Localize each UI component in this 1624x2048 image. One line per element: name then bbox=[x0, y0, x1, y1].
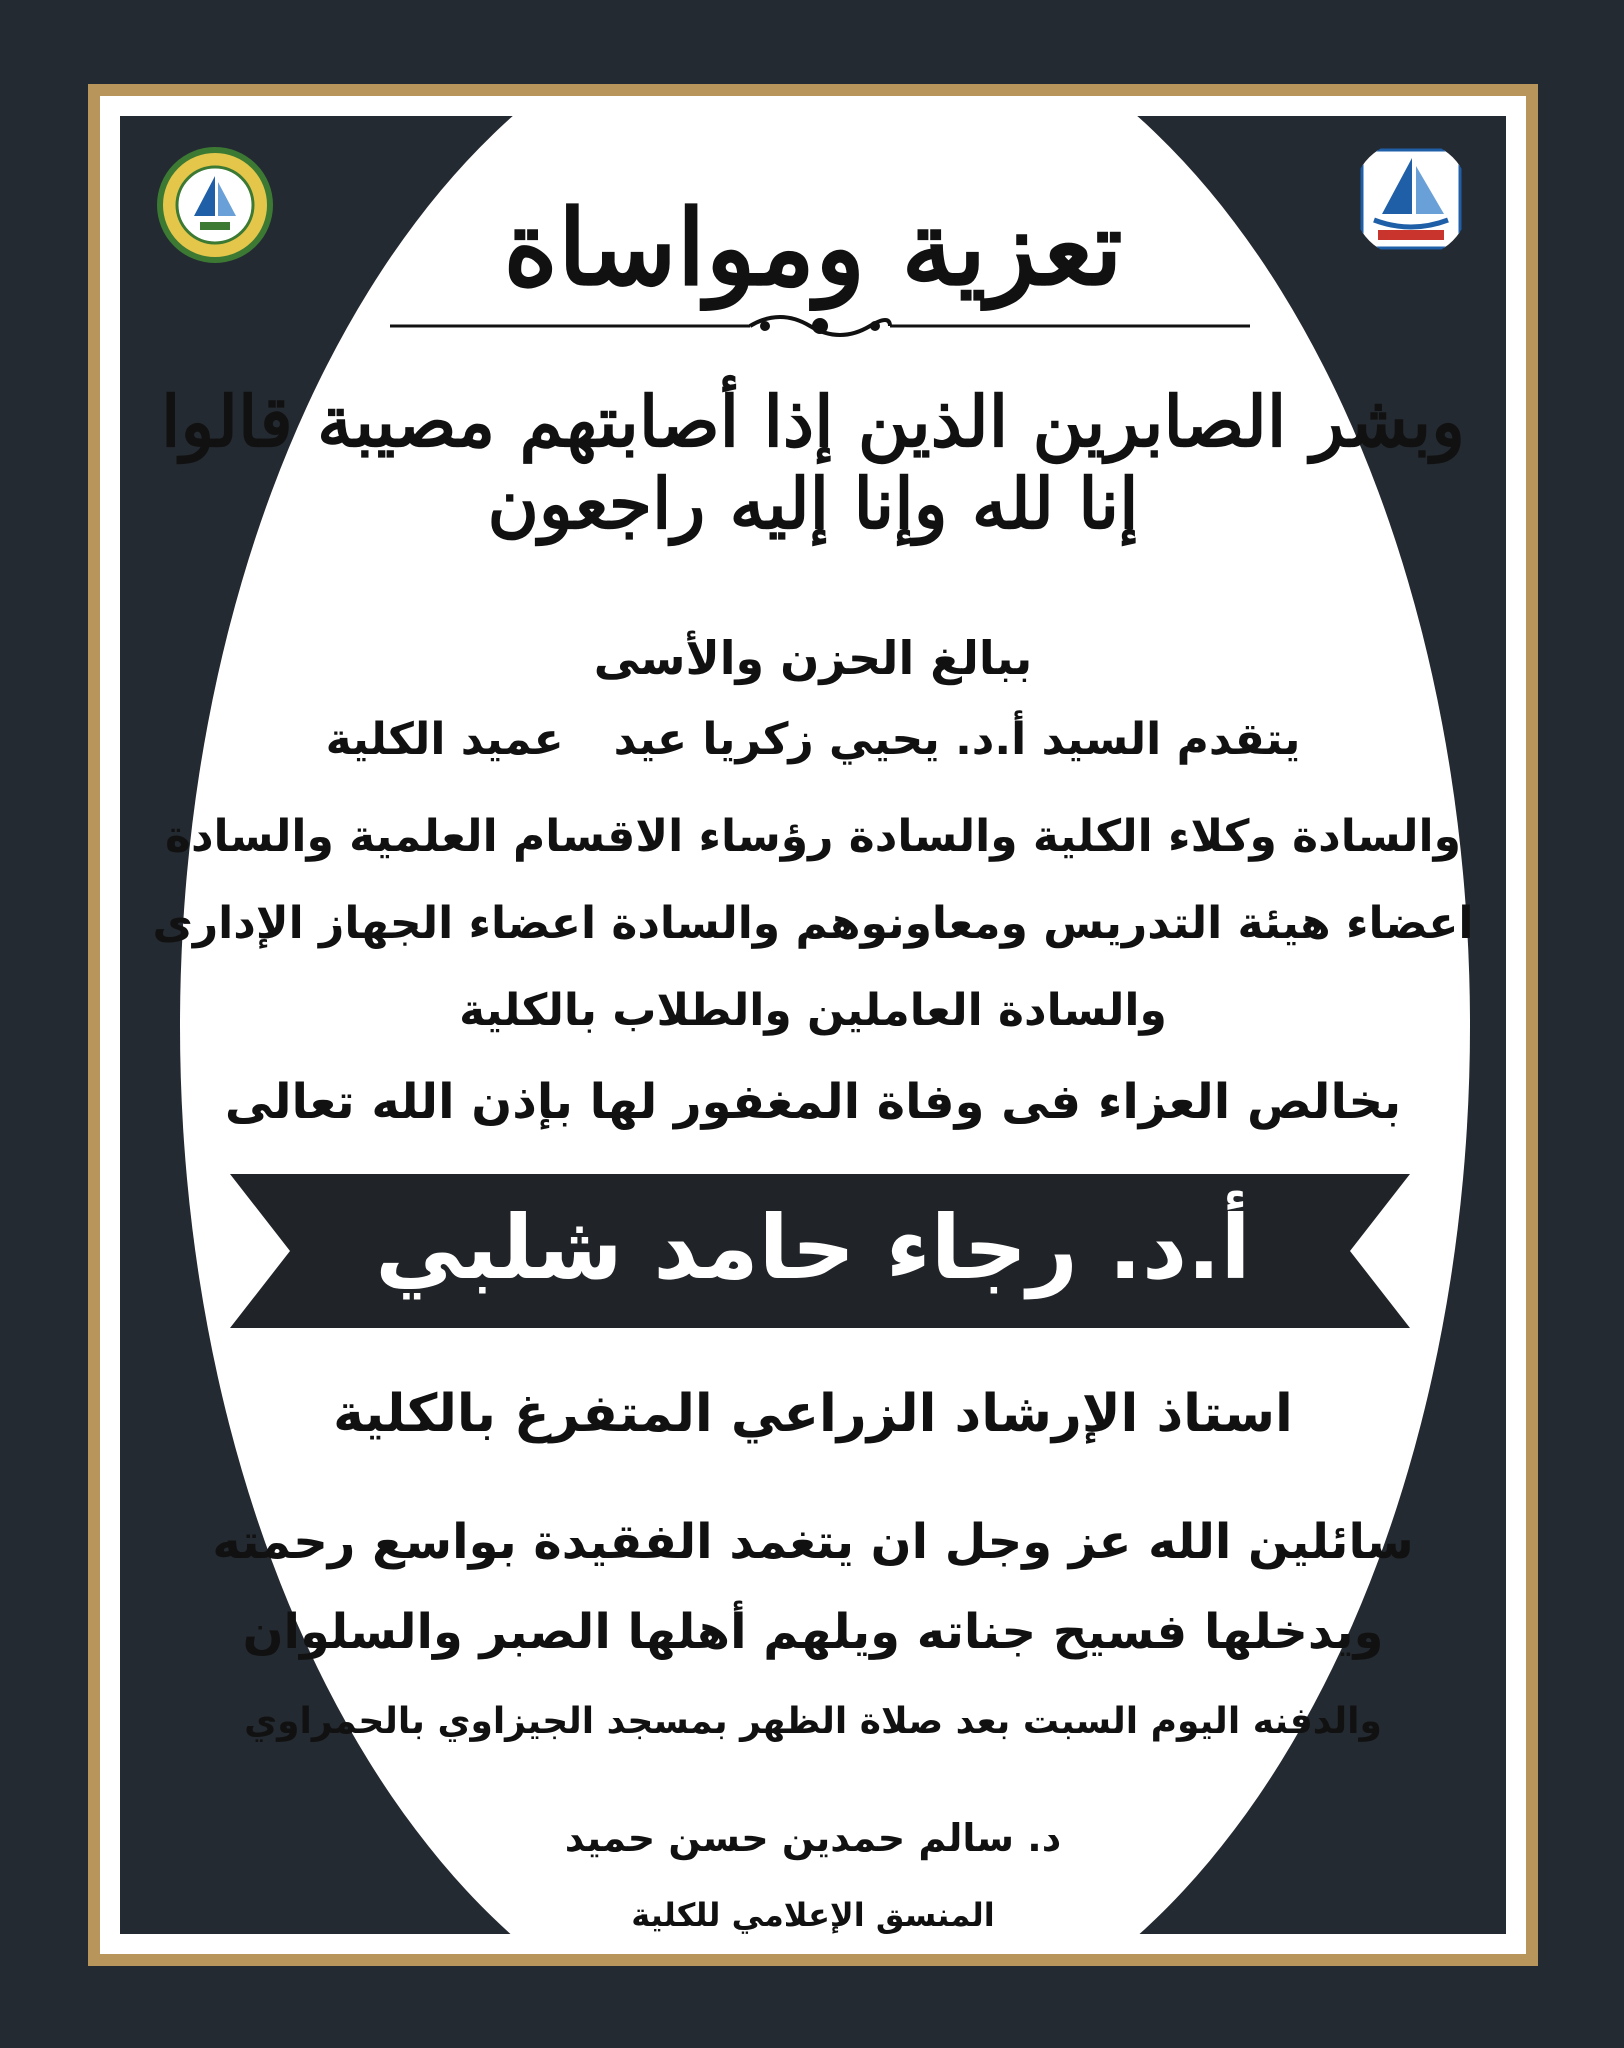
presenter-title: عميد الكلية bbox=[325, 714, 564, 765]
participants-line-1: والسادة وكلاء الكلية والسادة رؤساء الاقسام العلمية والسادة bbox=[165, 811, 1461, 862]
quran-verse: وبشر الصابرين الذين إذا أصابتهم مصيبة قالوا إنا لله وإنا إليه راجعون bbox=[161, 380, 1465, 545]
presenter-line bbox=[120, 714, 1506, 765]
prayer-line-1: سائلين الله عز وجل ان يتغمد الفقيدة بواسع رحمته bbox=[212, 1514, 1414, 1570]
deceased-role: استاذ الإرشاد الزراعي المتفرغ بالكلية bbox=[333, 1384, 1293, 1444]
calligraphic-divider-icon bbox=[370, 306, 1270, 346]
signature-role: المنسق الإعلامي للكلية bbox=[631, 1896, 995, 1934]
card-frame bbox=[120, 116, 1506, 1934]
presenter-name: يتقدم السيد أ.د. يحيي زكريا عيد bbox=[613, 714, 1301, 765]
condolence-line: بخالص العزاء فى وفاة المغفور لها بإذن الله تعالى bbox=[224, 1074, 1402, 1130]
burial-line: والدفنه اليوم السبت بعد صلاة الظهر بمسجد الجيزاوي بالحمراوي bbox=[244, 1701, 1382, 1742]
prayer-line-2: ويدخلها فسيح جناته ويلهم أهلها الصبر والسلوان bbox=[242, 1604, 1384, 1660]
participants-line-3: والسادة العاملين والطلاب بالكلية bbox=[459, 985, 1167, 1036]
participants-line-2: اعضاء هيئة التدريس ومعاونوهم والسادة اعضاء الجهاز الإدارى bbox=[152, 898, 1474, 949]
gold-frame bbox=[88, 84, 1538, 1966]
card-title: تعزية ومواساة bbox=[503, 186, 1123, 309]
condolence-card bbox=[120, 116, 1506, 1934]
signature-name: د. سالم حمدين حسن حميد bbox=[564, 1816, 1062, 1860]
subtitle: ببالغ الحزن والأسى bbox=[593, 631, 1033, 685]
deceased-name: أ.د. رجاء حامد شلبي bbox=[375, 1196, 1251, 1299]
